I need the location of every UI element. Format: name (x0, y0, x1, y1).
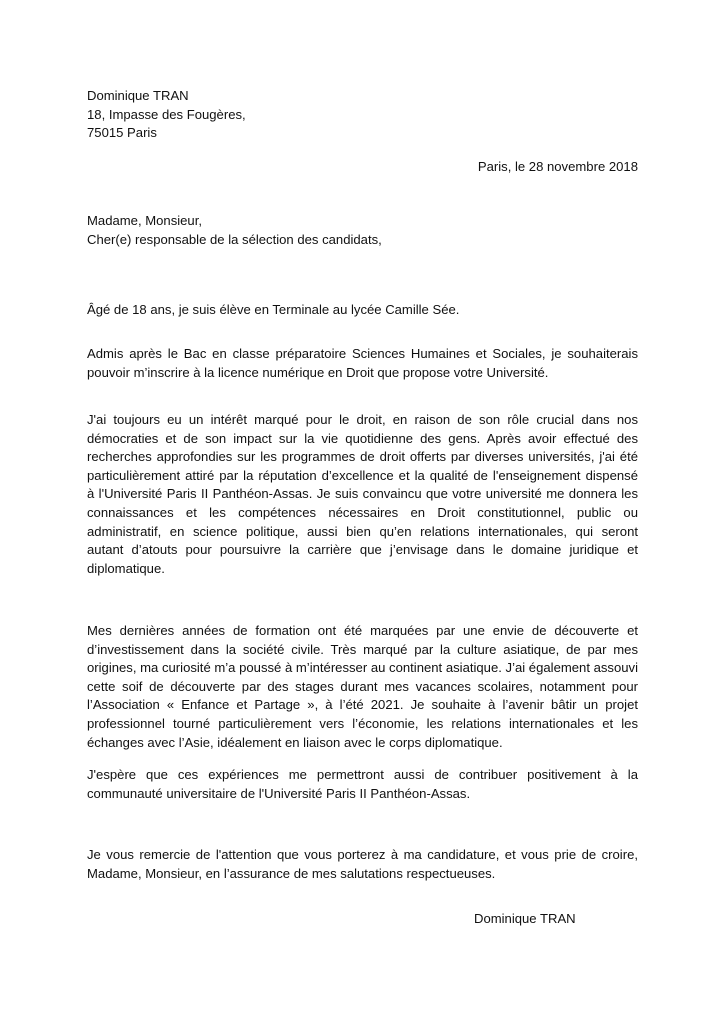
paragraph-line: communauté universitaire de l'Université Paris II Panthéon-Assas. (87, 785, 471, 801)
sender-city: 75015 Paris (87, 125, 157, 141)
paragraph-line: J'ai toujours eu un intérêt marqué pour le droit, en raison de son rôle crucial dans nos (87, 412, 638, 427)
date-line: Paris, le 28 novembre 2018 (477, 159, 638, 174)
paragraph-line: démocraties et de son impact sur la vie quotidienne des gens. Après avoir effectué des (87, 430, 638, 446)
paragraph-contribution (87, 766, 638, 803)
paragraph-motivation (87, 411, 638, 578)
paragraph-line: Je vous remercie de l'attention que vous porterez à ma candidature, et vous prie de croire, (87, 847, 638, 862)
paragraph-line: professionnel tourné particulièrement vers l’économie, les relations internationales et les (87, 715, 638, 731)
salutation (87, 212, 638, 249)
paragraph-line: Madame, Monsieur, en l’assurance de mes salutations respectueuses. (87, 865, 496, 881)
paragraph-line: à l'Université Paris II Panthéon-Assas. Je suis convaincu que votre université me donnera les (87, 486, 638, 502)
paragraph-admission (87, 345, 638, 382)
paragraph-line: J'espère que ces expériences me permettront aussi de contribuer positivement à la (87, 767, 638, 782)
paragraph-line: autant d’atouts pour poursuivre la carrière que j’envisage dans le domaine juridique et (87, 542, 638, 558)
paragraph-line: origines, ma curiosité m’a poussé à m’intéresser au continent asiatique. J’ai également assouvi (87, 660, 638, 676)
paragraph-line: pouvoir m’inscrire à la licence numérique en Droit que propose votre Université. (87, 364, 549, 380)
paragraph-line: diplomatique. (87, 560, 165, 576)
sender-address (87, 87, 638, 143)
paragraph-closing (87, 846, 638, 883)
paragraph-experience (87, 622, 638, 752)
paragraph-line: échanges avec l’Asie, idéalement en liaison avec le corps diplomatique. (87, 734, 503, 750)
paragraph-line: recherches approfondies sur les programmes de droit offerts par diverses universités, j'ai été (87, 449, 638, 465)
paragraph-line: cette soif de découverte par des stages durant mes vacances scolaires, notamment pour (87, 678, 638, 694)
paragraph-line: particulièrement attiré par la réputation d’excellence et la qualité de l'enseignement dispensé (87, 467, 638, 483)
paragraph-line: administratif, en science politique, aussi bien qu’en relations internationales, qui seront (87, 523, 638, 539)
salutation-line-1: Madame, Monsieur, (87, 213, 202, 228)
paragraph-line: connaissances et les compétences nécessaires en Droit constitutionnel, public ou (87, 504, 638, 520)
letter-date (87, 158, 638, 177)
paragraph-line: Mes dernières années de formation ont été marquées par une envie de découverte et (87, 623, 638, 638)
paragraph-line: Âgé de 18 ans, je suis élève en Terminale au lycée Camille Sée. (87, 302, 460, 317)
signature (474, 910, 674, 929)
paragraph-line: d’investissement dans la société civile. Très marqué par la culture asiatique, de par mes (87, 641, 638, 657)
salutation-line-2: Cher(e) responsable de la sélection des candidats, (87, 231, 382, 247)
paragraph-line: Admis après le Bac en classe préparatoire Sciences Humaines et Sociales, je souhaiterais (87, 346, 638, 361)
signature-name: Dominique TRAN (474, 911, 576, 926)
paragraph-line: l’Association « Enfance et Partage », à l’été 2021. Je souhaite à l’avenir bâtir un projet (87, 697, 638, 713)
paragraph-age (87, 301, 638, 320)
sender-street: 18, Impasse des Fougères, (87, 106, 246, 122)
sender-name: Dominique TRAN (87, 88, 189, 103)
